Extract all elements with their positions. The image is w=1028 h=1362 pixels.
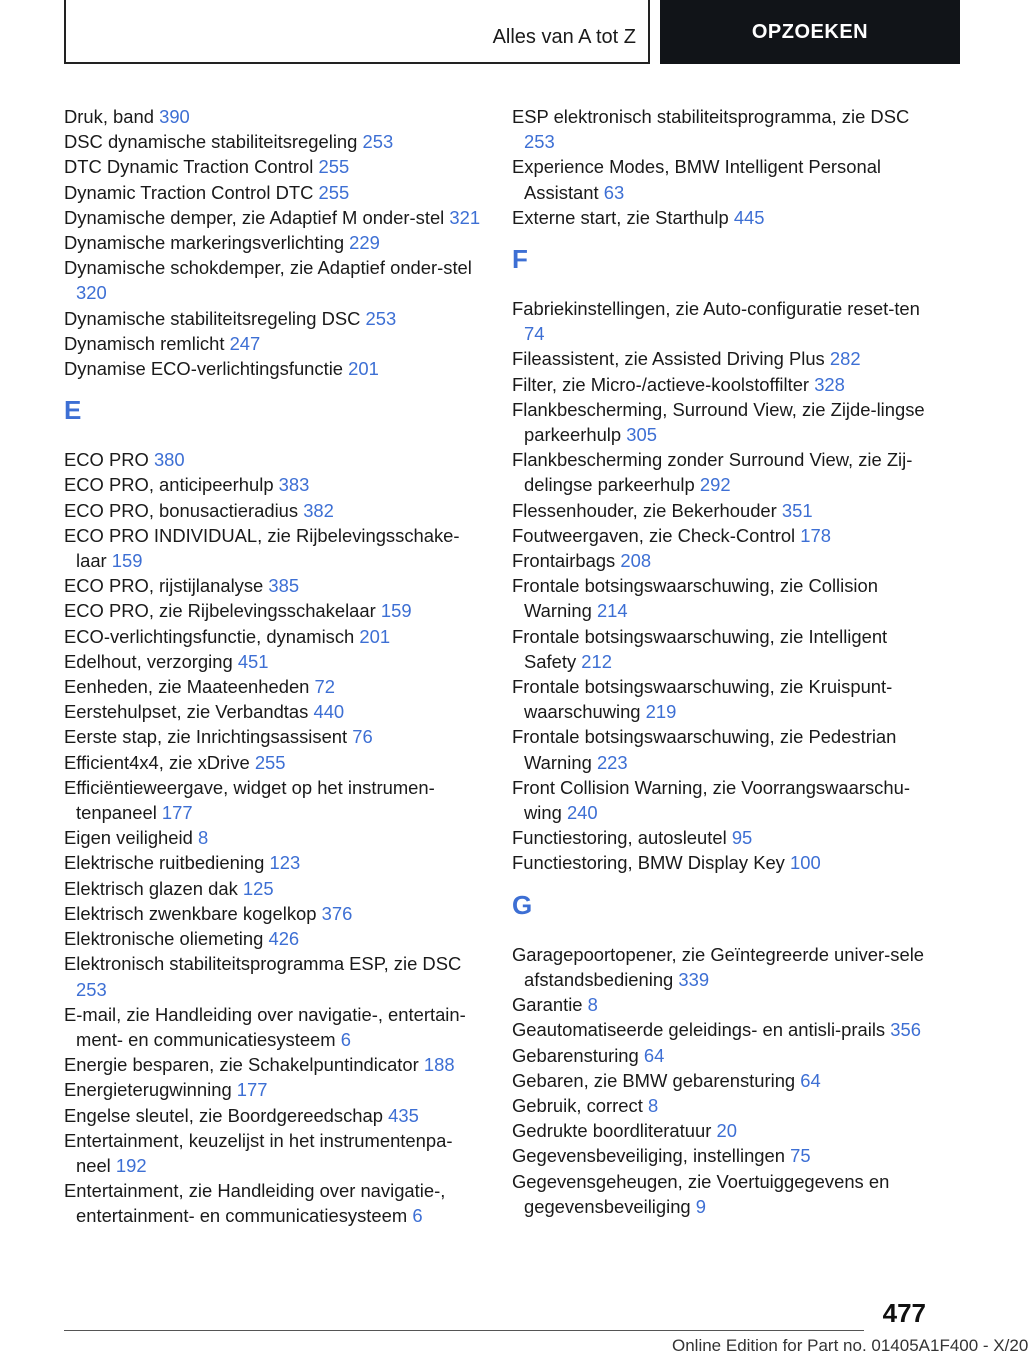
index-letter-heading: F [512, 244, 528, 275]
index-entry-text: Dynamise ECO-verlichtingsfunctie [64, 358, 344, 380]
page-reference-link[interactable]: 8 [197, 827, 209, 849]
index-entry-text: DTC Dynamic Traction Control [64, 156, 314, 178]
index-entry-text: ECO PRO, bonusactieradius [64, 499, 299, 521]
index-entry-text: Elektrisch zwenkbare kogelkop [64, 902, 317, 924]
index-entry-text: Entertainment, keuzelijst in het instrumentenpa-neel [64, 1129, 453, 1176]
page-reference-link[interactable]: 435 [388, 1104, 419, 1126]
page-reference-link[interactable]: 123 [269, 852, 301, 874]
index-entry [64, 775, 484, 825]
index-entry-text: Fileassistent, zie Assisted Driving Plus [512, 348, 825, 370]
page-reference-link[interactable]: 74 [524, 323, 545, 345]
index-letter-heading: E [64, 395, 82, 426]
index-entry-text: Elektronisch stabiliteitsprogramma ESP, zie DSC [64, 953, 462, 975]
index-entry [512, 992, 942, 1017]
index-entry [512, 372, 942, 397]
page-reference-link[interactable]: 178 [800, 524, 831, 546]
page-reference-link[interactable]: 240 [566, 802, 598, 824]
page-reference-link[interactable]: 253 [362, 131, 394, 153]
index-entry-text: ECO PRO [64, 449, 149, 471]
index-entry [512, 498, 942, 523]
page-reference-link[interactable]: 426 [268, 928, 300, 950]
index-entry [64, 523, 484, 573]
index-entry-text: Functiestoring, autosleutel [512, 827, 727, 849]
index-entry [512, 1043, 942, 1068]
index-entry-text: Eigen veiligheid [64, 827, 193, 849]
page-reference-link[interactable]: 255 [254, 751, 286, 773]
page-reference-link[interactable]: 380 [153, 449, 185, 471]
page-reference-link[interactable]: 6 [412, 1205, 423, 1227]
index-entry [64, 876, 484, 901]
page-reference-link[interactable]: 255 [318, 181, 350, 203]
index-entry [64, 1178, 484, 1228]
header-rule-bottom [64, 62, 650, 64]
page-reference-link[interactable]: 6 [340, 1028, 351, 1050]
index-entry-text: Flessenhouder, zie Bekerhouder [512, 499, 777, 521]
page-header [0, 0, 960, 66]
index-entry-text: Frontairbags [512, 550, 616, 572]
index-entry-text: Frontale botsingswaarschuwing, zie Pedestrian Warning [512, 726, 897, 773]
index-entry [512, 548, 942, 573]
page-reference-link[interactable]: 8 [587, 994, 598, 1016]
index-entry-text: Functiestoring, BMW Display Key [512, 852, 785, 874]
index-entry-text: Gebaren, zie BMW gebarensturing [512, 1069, 796, 1091]
page-reference-link[interactable]: 208 [620, 550, 652, 572]
page-reference-link[interactable]: 247 [229, 332, 261, 354]
page-reference-link[interactable]: 75 [790, 1145, 811, 1167]
index-entry [512, 724, 942, 774]
index-entry [512, 825, 942, 850]
page-reference-link[interactable]: 390 [159, 106, 190, 127]
index-entry [64, 926, 484, 951]
index-entry-text: Gebarensturing [512, 1044, 639, 1066]
index-entry-text: Dynamische demper, zie Adaptief M onder-stel [64, 206, 445, 228]
index-entry-text: Dynamic Traction Control DTC [64, 181, 314, 203]
page-reference-link[interactable]: 192 [115, 1154, 147, 1176]
page-reference-link[interactable]: 376 [321, 902, 353, 924]
index-entry-text: Dynamische stabiliteitsregeling DSC [64, 307, 361, 329]
index-entry-text: Flankbescherming, Surround View, zie Zijde-lingse parkeerhulp [512, 398, 925, 446]
page-reference-link[interactable]: 219 [645, 701, 677, 723]
index-entry [64, 1103, 484, 1128]
page-reference-link[interactable]: 339 [678, 968, 710, 990]
index-entry-text: E-mail, zie Handleiding over navigatie-, entertain-ment- en communicatiesysteem [64, 1003, 466, 1050]
page-reference-link[interactable]: 201 [348, 358, 379, 380]
page-reference-link[interactable]: 188 [423, 1054, 455, 1076]
index-entry [64, 951, 484, 1001]
index-letter-heading: G [512, 889, 533, 920]
page-reference-link[interactable]: 76 [352, 726, 373, 748]
index-entry [512, 1093, 942, 1118]
index-entry [512, 346, 942, 371]
index-entry-text: Frontale botsingswaarschuwing, zie Collision Warning [512, 575, 878, 622]
index-entry-text: Efficient4x4, zie xDrive [64, 751, 250, 773]
index-entry [512, 523, 942, 548]
index-entry [64, 129, 484, 154]
page-reference-link[interactable]: 229 [349, 232, 380, 254]
index-entry-text: Gedrukte boordliteratuur [512, 1120, 712, 1142]
page-reference-link[interactable]: 253 [365, 307, 397, 329]
page-reference-link[interactable]: 177 [161, 802, 193, 824]
index-entry [64, 255, 484, 305]
page-reference-link[interactable]: 212 [581, 650, 612, 672]
index-column-right [512, 104, 942, 1219]
index-entry-text: Gebruik, correct [512, 1094, 643, 1116]
index-entry [64, 356, 484, 381]
page-reference-link[interactable]: 282 [829, 348, 861, 370]
index-entry-text: Frontale botsingswaarschuwing, zie Intelligent Safety [512, 625, 888, 672]
index-entry [64, 850, 484, 875]
index-entry-text: Edelhout, verzorging [64, 650, 233, 672]
index-entry-text: Garagepoortopener, zie Geïntegreerde univer-sele afstandsbediening [512, 943, 925, 990]
index-entry [64, 1128, 484, 1178]
index-entry [512, 1118, 942, 1143]
page-reference-link[interactable]: 159 [380, 600, 412, 622]
index-entry-text: Entertainment, zie Handleiding over navigatie-, entertainment- en communicatiesysteem [64, 1180, 446, 1227]
index-entry-text: Eenheden, zie Maateenheden [64, 676, 310, 698]
index-entry [64, 472, 484, 497]
index-entry [512, 296, 942, 346]
page-reference-link[interactable]: 351 [781, 499, 813, 521]
index-entry [64, 230, 484, 255]
index-entry [64, 901, 484, 926]
index-entry-text: ECO PRO INDIVIDUAL, zie Rijbelevingsschake-laar [64, 524, 460, 572]
page-reference-link[interactable]: 253 [524, 131, 555, 153]
index-entry-text: Garantie [512, 994, 583, 1016]
index-entry-text: Elektrisch glazen dak [64, 877, 238, 899]
index-entry-text: Frontale botsingswaarschuwing, zie Kruispunt-waarschuwing [512, 676, 893, 723]
page-reference-link[interactable]: 305 [626, 424, 657, 446]
index-entry [64, 750, 484, 775]
index-entry-text: Front Collision Warning, zie Voorrangswaarschu-wing [512, 776, 910, 824]
index-entry-text: Gegevensbeveiliging, instellingen [512, 1145, 785, 1167]
index-entry [64, 598, 484, 623]
page-reference-link[interactable]: 100 [790, 852, 821, 874]
index-entry-text: DSC dynamische stabiliteitsregeling [64, 131, 358, 153]
page-reference-link[interactable]: 382 [303, 499, 334, 521]
index-entry [64, 331, 484, 356]
page-reference-link[interactable]: 383 [278, 474, 310, 496]
index-entry [64, 306, 484, 331]
index-entry-text: Experience Modes, BMW Intelligent Personal Assistant [512, 156, 882, 203]
index-entry-text: Energieterugwinning [64, 1079, 232, 1101]
footer-edition-text: Online Edition for Part no. 01405A1F400 - X/20 [672, 1336, 1028, 1355]
index-entry-text: Eerste stap, zie Inrichtingsassisent [64, 726, 348, 748]
index-entry [64, 699, 484, 724]
index-entry [64, 180, 484, 205]
section-title: Alles van A tot Z [492, 26, 636, 48]
index-entry [64, 1077, 484, 1102]
page-reference-link[interactable]: 177 [236, 1079, 268, 1101]
page-reference-link[interactable]: 9 [695, 1195, 707, 1217]
index-entry-text: Elektrische ruitbediening [64, 852, 265, 874]
index-entry [64, 104, 484, 129]
index-entry [512, 1068, 942, 1093]
index-entry-text: Flankbescherming zonder Surround View, zie Zij-delingse parkeerhulp [512, 449, 913, 496]
index-entry-text: Dynamische schokdemper, zie Adaptief onder-stel [64, 257, 472, 279]
index-entry-text: Dynamisch remlicht [64, 332, 225, 354]
page-reference-link[interactable]: 328 [814, 373, 845, 395]
index-entry-text: Engelse sleutel, zie Boordgereedschap [64, 1104, 383, 1126]
index-entry [512, 154, 942, 204]
page-reference-link[interactable]: 320 [76, 282, 107, 304]
index-entry-text: Gegevensgeheugen, zie Voertuiggegevens en gegevensbeveiliging [512, 1170, 890, 1217]
index-entry-text: ESP elektronisch stabiliteitsprogramma, zie DSC [512, 106, 910, 127]
index-entry [512, 1017, 942, 1042]
footer-rule [64, 1330, 864, 1331]
index-entry [64, 674, 484, 699]
index-entry-text: ECO-verlichtingsfunctie, dynamisch [64, 625, 355, 647]
index-entry [64, 724, 484, 749]
index-entry [512, 573, 942, 623]
page-reference-link[interactable]: 64 [800, 1069, 821, 1091]
page-reference-link[interactable]: 95 [731, 827, 753, 849]
page-reference-link[interactable]: 321 [449, 206, 481, 228]
index-column-left [64, 104, 484, 1229]
page-reference-link[interactable]: 8 [647, 1094, 659, 1116]
index-entry [512, 775, 942, 825]
index-entry [512, 447, 942, 497]
index-entry-text: ECO PRO, rijstijlanalyse [64, 575, 264, 597]
page-reference-link[interactable]: 253 [76, 978, 107, 1000]
index-entry-text: Filter, zie Micro-/actieve-koolstoffilter [512, 373, 810, 395]
page-reference-link[interactable]: 159 [111, 550, 143, 572]
page-reference-link[interactable]: 223 [596, 751, 628, 773]
header-rule-left [64, 0, 66, 64]
index-entry-text: Foutweergaven, zie Check-Control [512, 524, 796, 546]
index-entry-text: Druk, band [64, 106, 154, 127]
index-entry-text: Efficiëntieweergave, widget op het instrumen-tenpaneel [64, 776, 435, 824]
index-entry-text: Dynamische markeringsverlichting [64, 232, 345, 254]
index-entry [64, 498, 484, 523]
index-entry-text: Energie besparen, zie Schakelpuntindicator [64, 1054, 419, 1076]
index-entry [64, 447, 484, 472]
index-entry [64, 825, 484, 850]
index-entry [512, 850, 942, 875]
index-entry [512, 397, 942, 447]
index-entry [512, 942, 942, 992]
index-entry [64, 573, 484, 598]
page-reference-link[interactable]: 201 [359, 625, 391, 647]
index-entry [512, 674, 942, 724]
index-entry [512, 205, 942, 230]
index-entry-text: ECO PRO, anticipeerhulp [64, 474, 274, 496]
index-entry [512, 104, 942, 154]
page-reference-link[interactable]: 440 [313, 701, 345, 723]
index-entry-text: Geautomatiseerde geleidings- en antisli-prails [512, 1019, 886, 1041]
index-entry [64, 1002, 484, 1052]
page-reference-link[interactable]: 451 [237, 650, 269, 672]
page-reference-link[interactable]: 72 [314, 676, 336, 698]
page-reference-link[interactable]: 292 [699, 474, 731, 496]
opzoeken-tab[interactable]: OPZOEKEN [660, 0, 960, 64]
header-rule-divider [648, 0, 650, 64]
index-entry [64, 205, 484, 230]
index-entry [512, 1143, 942, 1168]
page-reference-link[interactable]: 20 [716, 1120, 737, 1142]
index-entry-text: ECO PRO, zie Rijbelevingsschakelaar [64, 600, 376, 622]
index-entry [512, 1169, 942, 1219]
index-entry-text: Eerstehulpset, zie Verbandtas [64, 701, 309, 723]
index-entry-text: Fabriekinstellingen, zie Auto-configuratie reset-ten [512, 298, 920, 320]
index-entry [64, 649, 484, 674]
page-reference-link[interactable]: 125 [242, 877, 274, 899]
index-entry [64, 1052, 484, 1077]
index-entry-text: Elektronische oliemeting [64, 928, 264, 950]
page-reference-link[interactable]: 63 [603, 181, 625, 203]
index-entry [64, 154, 484, 179]
index-entry-text: Externe start, zie Starthulp [512, 206, 729, 228]
page-reference-link[interactable]: 214 [596, 600, 628, 622]
page-reference-link[interactable]: 385 [268, 575, 300, 597]
index-entry [64, 624, 484, 649]
page-number: 477 [882, 1298, 926, 1328]
page-reference-link[interactable]: 255 [318, 156, 350, 178]
page-reference-link[interactable]: 64 [643, 1044, 665, 1066]
page-reference-link[interactable]: 445 [733, 206, 765, 228]
index-entry [512, 624, 942, 674]
page-reference-link[interactable]: 356 [890, 1019, 921, 1041]
